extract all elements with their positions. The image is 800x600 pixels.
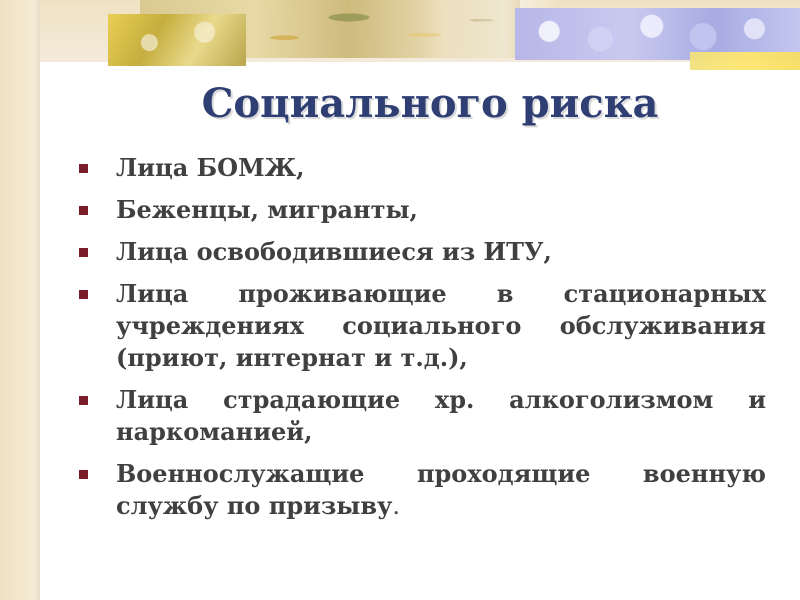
- bullet-square-icon: [79, 396, 88, 405]
- bullet-trailing-period: .: [392, 492, 400, 520]
- bullet-item: [76, 194, 766, 226]
- bullet-text: Лица БОМЖ,: [116, 153, 305, 182]
- bullet-text: Лица страдающие хр. алкоголизмом и наркоманией,: [116, 385, 766, 446]
- bullet-text: Беженцы, мигранты,: [116, 195, 418, 224]
- bullet-text: Лица проживающие в стационарных учреждениях социального обслуживания (приют, интернат и т.д.),: [116, 279, 766, 372]
- bullet-square-icon: [79, 206, 88, 215]
- bullet-square-icon: [79, 290, 88, 299]
- bullet-item: [76, 384, 766, 448]
- bullet-item: [76, 458, 766, 522]
- bullet-text: Военнослужащие проходящие военную службу по призыву: [116, 459, 766, 520]
- bullet-square-icon: [79, 248, 88, 257]
- bullet-item: [76, 236, 766, 268]
- decorative-yellow-strip: [690, 52, 800, 70]
- bullet-text: Лица освободившиеся из ИТУ,: [116, 237, 552, 266]
- bullet-square-icon: [79, 164, 88, 173]
- bullet-list: [76, 152, 766, 532]
- bullet-square-icon: [79, 470, 88, 479]
- slide-title: Социального риска: [201, 80, 659, 127]
- decorative-yellow-image: [108, 14, 246, 66]
- bullet-item: [76, 278, 766, 374]
- bullet-item: [76, 152, 766, 184]
